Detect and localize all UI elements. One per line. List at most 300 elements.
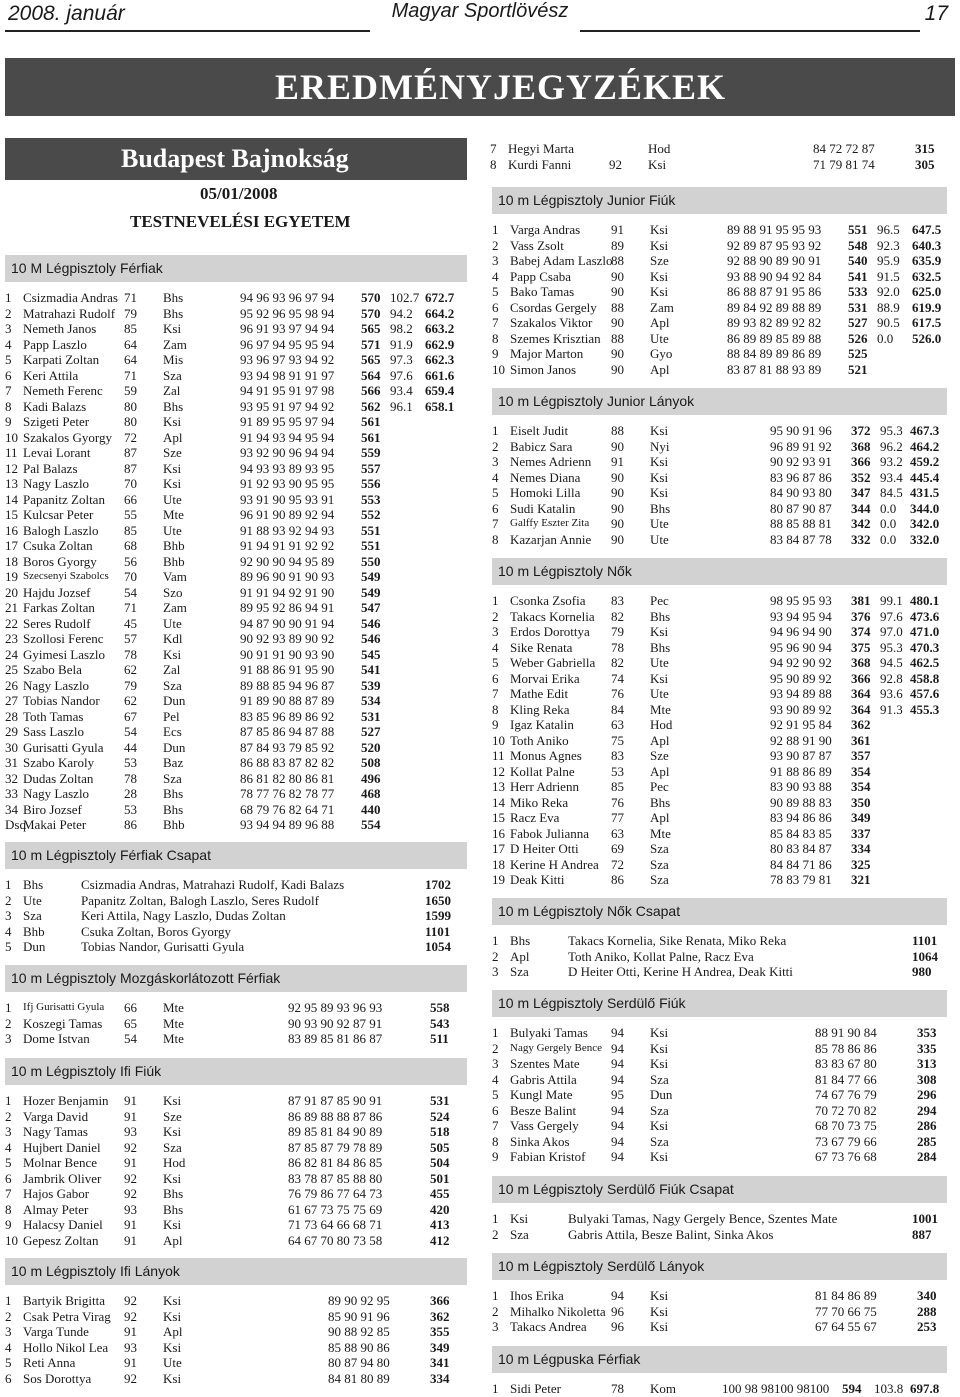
- rank: 9: [492, 1149, 499, 1164]
- result-row: [5, 337, 467, 353]
- club: Bhs: [163, 290, 184, 305]
- birth-year: 94: [611, 1040, 624, 1056]
- result-row: [492, 810, 947, 826]
- result-row: [492, 315, 947, 331]
- result-row: [492, 764, 947, 780]
- club: Ksi: [163, 460, 182, 476]
- rank: 12: [492, 763, 505, 779]
- qualification-total: 347: [851, 485, 871, 500]
- name: Kadi Balazs: [23, 398, 87, 414]
- club: Bhb: [23, 923, 45, 939]
- club: Mte: [650, 701, 671, 717]
- result-row: [492, 964, 947, 980]
- team-members: Papanitz Zoltan, Balogh Laszlo, Seres Rudolf: [81, 892, 319, 908]
- event-venue: TESTNEVELÉSI EGYETEM: [130, 212, 351, 231]
- section-lp-junior-lanyok: [492, 388, 947, 547]
- birth-year: 64: [124, 352, 137, 367]
- birth-year: 94: [611, 1133, 624, 1149]
- name: Erdos Dorottya: [510, 624, 590, 639]
- birth-year: 85: [611, 779, 624, 794]
- result-row: [5, 1202, 467, 1218]
- name: Bartyik Brigitta: [23, 1293, 105, 1308]
- birth-year: 82: [611, 655, 624, 670]
- name: Fabok Julianna: [510, 825, 590, 841]
- series-scores: 83 89 85 81 86 87: [288, 1031, 383, 1046]
- series-scores: 85 90 91 96: [328, 1308, 390, 1324]
- final-total: 471.0: [910, 624, 940, 639]
- rank: 18: [492, 856, 505, 872]
- name: Varga Tunde: [23, 1324, 89, 1339]
- result-row: [492, 1319, 947, 1335]
- club: Ksi: [650, 1149, 669, 1164]
- name: Sos Dorottya: [23, 1370, 92, 1386]
- club: Mis: [163, 352, 184, 367]
- final-total: 445.4: [910, 469, 940, 485]
- section-title: 10 m Légpisztoly Nők: [492, 558, 947, 585]
- qualification-total: 525: [848, 346, 868, 361]
- team-total: 980: [912, 964, 932, 979]
- rank: 1: [5, 1093, 12, 1108]
- rank: 33: [5, 786, 18, 801]
- result-row: [492, 593, 947, 609]
- final-total: 663.2: [425, 321, 455, 336]
- series-scores: 81 84 77 66: [815, 1071, 877, 1087]
- birth-year: 85: [124, 522, 137, 538]
- name: Babej Adam Laszlo: [510, 253, 613, 268]
- club: Kdl: [163, 631, 183, 646]
- rank: 2: [492, 1040, 499, 1056]
- birth-year: 88: [611, 423, 624, 438]
- birth-year: 79: [124, 305, 137, 321]
- rank: 30: [5, 739, 18, 755]
- series-scores: 96 89 91 92: [770, 438, 832, 454]
- team-total: 1001: [912, 1211, 938, 1226]
- final-total: 632.5: [912, 268, 942, 284]
- club: Sza: [510, 1226, 529, 1242]
- series-scores: 93 94 94 89 96 88: [240, 817, 335, 832]
- rank: 7: [490, 141, 497, 156]
- result-row: [5, 554, 467, 570]
- birth-year: 71: [124, 290, 137, 305]
- result-row: [492, 238, 947, 254]
- rank: 6: [492, 299, 499, 315]
- rank: 6: [5, 367, 12, 383]
- result-row: [5, 1109, 467, 1125]
- series-scores: 83 96 87 86: [770, 469, 832, 485]
- final-score: 0.0: [880, 531, 897, 547]
- club: Zam: [163, 336, 187, 352]
- result-row: [5, 399, 467, 415]
- section-lp-junior-fiuk: [492, 187, 947, 377]
- series-scores: 91 91 94 92 91 90: [240, 584, 335, 600]
- team-total: 887: [912, 1226, 932, 1242]
- result-row: [5, 414, 467, 430]
- birth-year: 57: [124, 631, 137, 646]
- qualification-total: 570: [361, 290, 381, 305]
- rank: 6: [492, 1102, 499, 1118]
- result-row: [5, 1355, 467, 1371]
- team-total: 1064: [912, 948, 938, 964]
- rank: 7: [5, 1186, 12, 1201]
- club: Zam: [163, 600, 187, 615]
- result-row: [5, 908, 467, 924]
- club: Mte: [650, 825, 671, 841]
- result-row: [5, 678, 467, 694]
- birth-year: 84: [611, 701, 624, 717]
- rank: 15: [5, 507, 18, 522]
- section-title: 10 m Légpisztoly Mozgáskorlátozott Férfiak: [5, 965, 467, 992]
- qualification-total: 374: [851, 624, 871, 639]
- final-score: 91.3: [880, 701, 903, 717]
- result-row: [5, 802, 467, 818]
- name: Hujbert Daniel: [23, 1139, 101, 1155]
- rank: 10: [5, 1232, 18, 1248]
- result-row: [492, 671, 947, 687]
- series-scores: 89 85 81 84 90 89: [288, 1124, 383, 1139]
- rank: 16: [492, 825, 505, 841]
- birth-year: 94: [611, 1288, 624, 1303]
- result-row: [492, 624, 947, 640]
- name: Hajos Gabor: [23, 1186, 90, 1201]
- club: Ksi: [510, 1211, 529, 1226]
- rank: 13: [5, 476, 18, 491]
- qualification-total: 561: [361, 414, 381, 429]
- result-row: [492, 1103, 947, 1119]
- series-scores: 93 95 91 97 94 92: [240, 398, 335, 414]
- club: Zam: [650, 299, 674, 315]
- qualification-total: 366: [851, 454, 871, 469]
- qualification-total: 551: [361, 538, 381, 553]
- series-scores: 93 94 98 91 91 97: [240, 367, 335, 383]
- rank: 9: [5, 414, 12, 429]
- final-total: 458.8: [910, 670, 940, 686]
- club: Ksi: [650, 1040, 669, 1056]
- series-scores: 92 91 95 84: [770, 717, 832, 732]
- name: Dudas Zoltan: [23, 770, 94, 786]
- result-row: [492, 1134, 947, 1150]
- qualification-total: 354: [851, 763, 871, 779]
- club: Sze: [650, 253, 669, 268]
- rank: 7: [492, 1118, 499, 1133]
- result-row: [5, 445, 467, 461]
- club: Mte: [163, 1000, 184, 1015]
- rank: 1: [5, 877, 12, 892]
- birth-year: 90: [611, 346, 624, 361]
- final-total: 459.2: [910, 454, 940, 469]
- name: Molnar Bence: [23, 1155, 98, 1170]
- name: Toth Tamas: [23, 708, 84, 724]
- rank: 7: [492, 686, 499, 701]
- qualification-total: 551: [361, 522, 381, 538]
- club: Ksi: [163, 646, 182, 662]
- final-score: 0.0: [880, 516, 897, 531]
- rank: 23: [5, 631, 18, 646]
- series-scores: 95 90 91 96: [770, 423, 832, 438]
- result-row: [492, 1087, 947, 1103]
- birth-year: 77: [611, 810, 624, 825]
- name: Hozer Benjamin: [23, 1093, 109, 1108]
- rank: 2: [492, 1303, 499, 1319]
- section-title: 10 m Légpisztoly Junior Lányok: [492, 388, 947, 415]
- rank: 3: [492, 964, 499, 979]
- name: Varga Andras: [510, 222, 581, 237]
- birth-year: 94: [611, 1118, 624, 1133]
- club: Sza: [163, 367, 182, 383]
- result-row: [492, 1304, 947, 1320]
- series-scores: 90 91 91 90 93 90: [240, 646, 335, 662]
- club: Bhs: [650, 794, 671, 810]
- club: Apl: [650, 763, 670, 779]
- result-row: [5, 755, 467, 771]
- rank: 2: [5, 1015, 12, 1031]
- qualification-total: 337: [851, 825, 871, 841]
- birth-year: 67: [124, 708, 137, 724]
- result-row: [5, 461, 467, 477]
- name: Szabo Bela: [23, 662, 82, 677]
- qualification-total: 357: [851, 748, 871, 763]
- result-row: [5, 786, 467, 802]
- result-row: [5, 1340, 467, 1356]
- qualification-total: 556: [361, 476, 381, 491]
- qualification-total: 376: [851, 608, 871, 624]
- final-score: 97.6: [880, 608, 903, 624]
- series-scores: 91 89 95 95 97 94: [240, 414, 335, 429]
- result-row: [492, 253, 947, 269]
- club: Ksi: [163, 1217, 182, 1232]
- birth-year: 54: [124, 724, 137, 739]
- result-row: [492, 826, 947, 842]
- name: Szakalos Viktor: [510, 315, 593, 330]
- rank: 8: [490, 156, 497, 172]
- final-total: 455.3: [910, 701, 940, 717]
- rank: 9: [492, 346, 499, 361]
- team-total: 1101: [912, 933, 938, 948]
- rank: 28: [5, 708, 18, 724]
- header-rule-right: [580, 30, 920, 32]
- club: Ksi: [163, 414, 182, 429]
- name: Gyimesi Laszlo: [23, 646, 105, 662]
- series-scores: 67 64 55 67: [815, 1319, 877, 1334]
- final-score: 93.6: [880, 686, 903, 701]
- series-scores: 61 67 73 75 75 69: [288, 1201, 383, 1217]
- championship-banner: [5, 138, 467, 180]
- qualification-total: 570: [361, 305, 381, 321]
- name: Halacsy Daniel: [23, 1217, 103, 1232]
- final-score: 90.5: [877, 315, 900, 330]
- name: Pal Balazs: [23, 460, 78, 476]
- series-scores: 94 96 93 96 97 94: [240, 290, 335, 305]
- name: Sudi Katalin: [510, 500, 576, 516]
- birth-year: 78: [611, 639, 624, 655]
- qualification-total: 554: [361, 817, 381, 832]
- result-row: [5, 1324, 467, 1340]
- rank: 12: [5, 460, 18, 476]
- qualification-total: 534: [361, 693, 381, 708]
- name: Homoki Lilla: [510, 485, 581, 500]
- series-scores: 78 77 76 82 78 77: [240, 786, 335, 801]
- name: Varga David: [23, 1108, 89, 1124]
- final-score: 84.5: [880, 485, 903, 500]
- name: Balogh Laszlo: [23, 522, 99, 538]
- series-scores: 68 70 73 75: [815, 1118, 877, 1133]
- result-row: [5, 1171, 467, 1187]
- final-score: 99.1: [880, 593, 903, 608]
- section-lp-serdulo-fiuk: [492, 990, 947, 1165]
- series-scores: 70 72 70 82: [815, 1102, 877, 1118]
- birth-year: 78: [124, 770, 137, 786]
- series-scores: 96 91 90 89 92 94: [240, 507, 335, 522]
- result-row: [492, 702, 947, 718]
- series-scores: 94 92 90 92: [770, 655, 832, 670]
- qualification-total: 550: [361, 553, 381, 569]
- club: Bhs: [23, 877, 44, 892]
- series-scores: 92 88 90 89 90 91: [727, 253, 822, 268]
- club: Vam: [163, 569, 187, 584]
- section-title: 10 m Légpisztoly Serdülő Fiúk Csapat: [492, 1176, 947, 1203]
- qualification-total: 549: [361, 569, 381, 584]
- series-scores: 86 81 82 80 86 81: [240, 770, 335, 786]
- series-scores: 96 91 93 97 94 94: [240, 321, 335, 336]
- event-date: 05/01/2008: [200, 184, 278, 203]
- rank: 1: [492, 1025, 499, 1040]
- series-scores: 81 84 86 89: [815, 1288, 877, 1303]
- series-scores: 91 88 86 89: [770, 763, 832, 779]
- total: 296: [917, 1087, 937, 1102]
- series-scores: 85 78 86 86: [815, 1040, 877, 1056]
- result-row: [492, 1149, 947, 1165]
- final-total: 661.6: [425, 367, 455, 383]
- club: Ksi: [163, 1308, 182, 1324]
- rank: 5: [5, 939, 12, 954]
- final-total: 470.3: [910, 639, 940, 655]
- section-lp-nok-csapat: [492, 898, 947, 980]
- club: Apl: [650, 361, 670, 377]
- total: 420: [430, 1201, 450, 1217]
- result-row: [492, 857, 947, 873]
- rank: 2: [5, 1108, 12, 1124]
- result-row: [492, 1072, 947, 1088]
- club: Ksi: [163, 1170, 182, 1186]
- name: Kulcsar Peter: [23, 507, 94, 522]
- birth-year: 53: [611, 763, 624, 779]
- name: Farkas Zoltan: [23, 600, 95, 615]
- name: Takacs Kornelia: [510, 608, 595, 624]
- name: Nemes Adrienn: [510, 454, 592, 469]
- series-scores: 71 79 81 74: [813, 156, 875, 172]
- final-score: 94.5: [880, 655, 903, 670]
- club: Bhs: [163, 305, 184, 321]
- result-row: [492, 1056, 947, 1072]
- birth-year: 95: [611, 1087, 624, 1102]
- final-total: 462.5: [910, 655, 940, 670]
- section-title: 10 M Légpisztoly Férfiak: [5, 255, 467, 282]
- qualification-total: 533: [848, 284, 868, 299]
- final-score: 0.0: [877, 330, 894, 346]
- club: Hod: [163, 1155, 186, 1170]
- rank: 1: [5, 290, 12, 305]
- rank: 8: [5, 398, 12, 414]
- series-scores: 93 92 90 96 94 94: [240, 445, 335, 460]
- series-scores: 90 88 92 85: [328, 1324, 390, 1339]
- rank: 5: [492, 284, 499, 299]
- birth-year: 56: [124, 553, 137, 569]
- qualification-total: 372: [851, 423, 871, 438]
- series-scores: 67 73 76 68: [815, 1149, 877, 1164]
- total: 355: [430, 1324, 450, 1339]
- result-row: [492, 1227, 947, 1243]
- section-title: 10 m Légpisztoly Férfiak Csapat: [5, 842, 467, 869]
- club: Bhb: [163, 553, 185, 569]
- name: Szakalos Gyorgy: [23, 429, 112, 445]
- name: Reti Anna: [23, 1355, 76, 1370]
- result-row: [5, 1155, 467, 1171]
- section-lp-ferfiak-csapat: [5, 842, 467, 955]
- name: Nemeth Ferenc: [23, 383, 103, 398]
- name: Papp Laszlo: [23, 336, 87, 352]
- qualification-total: 364: [851, 686, 871, 701]
- rank: 25: [5, 662, 18, 677]
- result-row: [492, 454, 947, 470]
- qualification-total: 362: [851, 717, 871, 732]
- series-scores: 80 87 94 80: [328, 1355, 390, 1370]
- results-banner: [5, 58, 955, 116]
- rank: 1: [492, 222, 499, 237]
- series-scores: 98 95 95 93: [770, 593, 832, 608]
- section-title: 10 m Légpisztoly Junior Fiúk: [492, 187, 947, 214]
- club: Sza: [650, 1133, 669, 1149]
- qualification-total: 368: [851, 438, 871, 454]
- section-title: 10 m Légpisztoly Ifi Fiúk: [5, 1058, 467, 1085]
- rank: 8: [492, 330, 499, 346]
- club: Ute: [650, 531, 669, 547]
- series-scores: 90 92 93 91: [770, 454, 832, 469]
- club: Gyo: [650, 346, 673, 361]
- qualification-total: 521: [848, 361, 868, 377]
- total: 335: [917, 1040, 937, 1056]
- rank: 5: [492, 1087, 499, 1102]
- qualification-total: 540: [848, 253, 868, 268]
- final-score: 93.4: [390, 383, 413, 398]
- name: Morvai Erika: [510, 670, 580, 686]
- name: Keri Attila: [23, 367, 79, 383]
- final-total: 431.5: [910, 485, 940, 500]
- birth-year: 78: [611, 1381, 624, 1396]
- name: Mihalko Nikoletta: [510, 1303, 606, 1319]
- result-row: [492, 949, 947, 965]
- name: Dome Istvan: [23, 1031, 90, 1046]
- club: Dun: [23, 939, 46, 954]
- birth-year: 87: [124, 460, 137, 476]
- qualification-total: 566: [361, 383, 381, 398]
- rank: 8: [492, 701, 499, 717]
- name: Szemes Krisztian: [510, 330, 601, 346]
- result-row: [5, 290, 467, 306]
- rank: 4: [492, 268, 499, 284]
- birth-year: 85: [124, 321, 137, 336]
- club: Apl: [650, 732, 670, 748]
- club: Sza: [650, 1071, 669, 1087]
- result-row: [5, 1186, 467, 1202]
- result-row: [5, 740, 467, 756]
- club: Ute: [650, 516, 669, 531]
- birth-year: 90: [611, 531, 624, 547]
- total: 353: [917, 1025, 937, 1040]
- qualification-total: 325: [851, 856, 871, 872]
- total: 518: [430, 1124, 450, 1139]
- team-total: 1599: [425, 908, 451, 923]
- rank: Dsq: [5, 817, 26, 832]
- result-row: [490, 141, 945, 157]
